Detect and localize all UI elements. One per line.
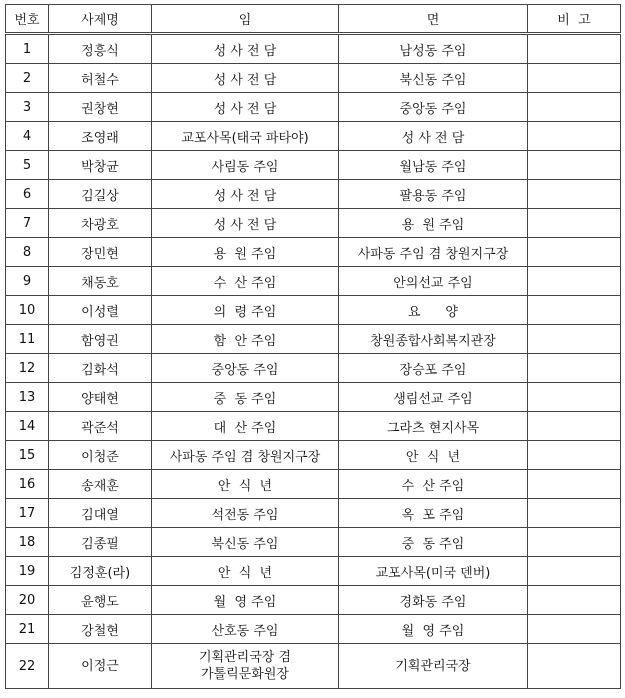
appointment-cell: 기획관리국장 겸 가톨릭문화원장 [152,644,339,689]
note-cell [528,644,621,689]
priest-name: 김길상 [49,180,152,209]
appointment-cell: 교포사목(태국 파타야) [152,122,339,151]
appointment-cell: 성 사 전 담 [152,34,339,64]
priest-name: 김종필 [49,528,152,557]
dismissal-cell: 교포사목(미국 덴버) [339,557,528,586]
header-appointment: 임 [152,5,339,34]
dismissal-cell: 기획관리국장 [339,644,528,689]
dismissal-cell: 안 식 년 [339,441,528,470]
note-cell [528,151,621,180]
table-row [6,325,621,354]
note-cell [528,499,621,528]
appointment-table [5,4,621,689]
appointment-cell: 석전동 주임 [152,499,339,528]
note-cell [528,441,621,470]
row-number: 7 [6,209,49,238]
table-row [6,354,621,383]
dismissal-cell: 남성동 주임 [339,34,528,64]
header-dismissal: 면 [339,5,528,34]
priest-name: 차광호 [49,209,152,238]
row-number: 6 [6,180,49,209]
dismissal-cell: 장승포 주임 [339,354,528,383]
table-row [6,238,621,267]
priest-name: 권창현 [49,93,152,122]
dismissal-cell: 월 영 주임 [339,615,528,644]
row-number: 16 [6,470,49,499]
priest-name: 김화석 [49,354,152,383]
header-number: 번호 [6,5,49,34]
priest-name: 정흥식 [49,34,152,64]
table-row [6,180,621,209]
appointment-cell: 안 식 년 [152,470,339,499]
row-number: 18 [6,528,49,557]
appointment-cell: 함 안 주임 [152,325,339,354]
appointment-cell: 북신동 주임 [152,528,339,557]
table-body [6,34,621,689]
table-row [6,557,621,586]
dismissal-cell: 용 원 주임 [339,209,528,238]
appointment-cell: 사파동 주임 겸 창원지구장 [152,441,339,470]
priest-name: 박창균 [49,151,152,180]
note-cell [528,34,621,64]
appointment-cell: 산호동 주임 [152,615,339,644]
header-priest-name: 사제명 [49,5,152,34]
priest-name: 장민현 [49,238,152,267]
note-cell [528,615,621,644]
row-number: 2 [6,64,49,93]
priest-name: 윤행도 [49,586,152,615]
note-cell [528,238,621,267]
table-row [6,383,621,412]
row-number: 12 [6,354,49,383]
priest-name: 곽준석 [49,412,152,441]
row-number: 13 [6,383,49,412]
dismissal-cell: 중 동 주임 [339,528,528,557]
note-cell [528,383,621,412]
dismissal-cell: 중앙동 주임 [339,93,528,122]
table-header-row [6,5,621,34]
note-cell [528,557,621,586]
row-number: 4 [6,122,49,151]
row-number: 10 [6,296,49,325]
table-row [6,151,621,180]
note-cell [528,122,621,151]
row-number: 5 [6,151,49,180]
appointment-cell: 중앙동 주임 [152,354,339,383]
dismissal-cell: 북신동 주임 [339,64,528,93]
row-number: 20 [6,586,49,615]
row-number: 8 [6,238,49,267]
table-row [6,644,621,689]
row-number: 14 [6,412,49,441]
dismissal-cell: 수 산 주임 [339,470,528,499]
row-number: 22 [6,644,49,689]
note-cell [528,470,621,499]
priest-name: 이성렬 [49,296,152,325]
table-row [6,93,621,122]
note-cell [528,93,621,122]
note-cell [528,209,621,238]
table-row [6,412,621,441]
table-row [6,209,621,238]
dismissal-cell: 생림선교 주임 [339,383,528,412]
table-row [6,267,621,296]
note-cell [528,354,621,383]
note-cell [528,267,621,296]
header-note: 비 고 [528,5,621,34]
table-row [6,441,621,470]
appointment-cell: 중 동 주임 [152,383,339,412]
table-row [6,528,621,557]
row-number: 1 [6,34,49,64]
priest-name: 김대열 [49,499,152,528]
row-number: 15 [6,441,49,470]
priest-name: 이청준 [49,441,152,470]
row-number: 17 [6,499,49,528]
row-number: 9 [6,267,49,296]
priest-name: 양태현 [49,383,152,412]
table-row [6,296,621,325]
dismissal-cell: 경화동 주임 [339,586,528,615]
appointment-cell: 의 령 주임 [152,296,339,325]
appointment-cell: 월 영 주임 [152,586,339,615]
appointment-cell: 사림동 주임 [152,151,339,180]
dismissal-cell: 창원종합사회복지관장 [339,325,528,354]
note-cell [528,325,621,354]
note-cell [528,296,621,325]
dismissal-cell: 옥 포 주임 [339,499,528,528]
appointment-cell: 성 사 전 담 [152,209,339,238]
appointment-cell: 성 사 전 담 [152,64,339,93]
table-row [6,470,621,499]
note-cell [528,180,621,209]
row-number: 3 [6,93,49,122]
note-cell [528,586,621,615]
table-row [6,499,621,528]
priest-name: 김정훈(라) [49,557,152,586]
priest-name: 송재훈 [49,470,152,499]
dismissal-cell: 성 사 전 담 [339,122,528,151]
note-cell [528,412,621,441]
appointment-cell: 대 산 주임 [152,412,339,441]
note-cell [528,528,621,557]
note-cell [528,64,621,93]
appointment-cell: 성 사 전 담 [152,180,339,209]
priest-name: 채동호 [49,267,152,296]
table-row [6,615,621,644]
priest-name: 이정근 [49,644,152,689]
dismissal-cell: 요 양 [339,296,528,325]
priest-name: 조영래 [49,122,152,151]
dismissal-cell: 안의선교 주임 [339,267,528,296]
appointment-cell: 용 원 주임 [152,238,339,267]
priest-name: 함영권 [49,325,152,354]
dismissal-cell: 팔용동 주임 [339,180,528,209]
priest-name: 강철현 [49,615,152,644]
dismissal-cell: 월남동 주임 [339,151,528,180]
appointment-cell: 안 식 년 [152,557,339,586]
row-number: 21 [6,615,49,644]
priest-name: 허철수 [49,64,152,93]
table-row [6,586,621,615]
appointment-cell: 성 사 전 담 [152,93,339,122]
table-row [6,122,621,151]
row-number: 11 [6,325,49,354]
table-row [6,64,621,93]
table-row [6,34,621,64]
appointment-cell: 수 산 주임 [152,267,339,296]
row-number: 19 [6,557,49,586]
dismissal-cell: 그라츠 현지사목 [339,412,528,441]
dismissal-cell: 사파동 주임 겸 창원지구장 [339,238,528,267]
